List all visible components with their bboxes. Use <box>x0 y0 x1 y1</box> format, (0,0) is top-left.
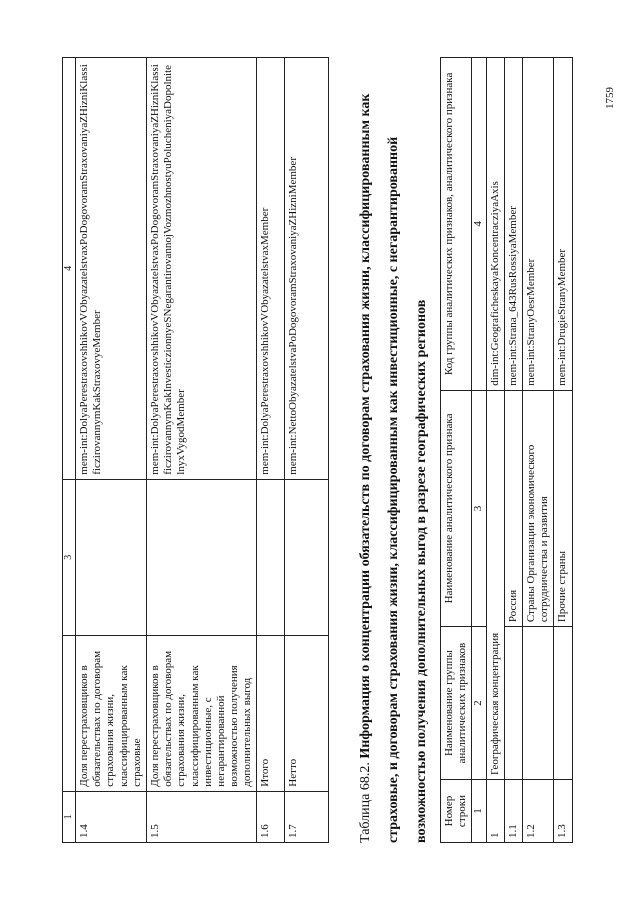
row-code: mem-int:DolyaPerestraxovshhikovVObyazatelstvaxPoDogovoramStraxovaniyaZHizniKlassificzirovannymKakStraxovyeMember <box>76 58 147 480</box>
table-caption <box>352 57 436 843</box>
row-empty <box>146 479 257 635</box>
column-number: 1 <box>472 780 486 843</box>
row-empty <box>554 627 572 780</box>
header-cell: Номер строки <box>441 780 472 843</box>
row-number: 1.1 <box>504 780 522 843</box>
row-empty <box>76 479 147 635</box>
caption-prefix: Таблица 68.2. <box>358 758 373 843</box>
group-name: Географическая концентрация <box>486 390 504 779</box>
header-cell: 3 <box>63 479 76 635</box>
table-row <box>522 58 553 843</box>
row-name: Нетто <box>285 635 329 791</box>
page-number: 1759 <box>604 87 616 109</box>
table-row <box>76 58 147 843</box>
column-number-row <box>472 58 486 843</box>
column-number: 2 <box>472 627 486 780</box>
table-header-row <box>441 58 472 843</box>
row-name: Прочие страны <box>554 390 572 626</box>
row-name: Итого <box>257 635 285 791</box>
table-row <box>486 58 504 843</box>
row-code: mem-int:DolyaPerestraxovshhikovVObyazatelstvaxMember <box>257 58 285 480</box>
header-cell: Код группы аналитических признаков, аналитического признака <box>441 58 472 391</box>
row-name: Доля перестраховщиков в обязательствах по договорам страхования жизни, классифицированным как инвестиционные, с негарантированной возможностью получения дополнительных выгод <box>146 635 257 791</box>
header-cell: 1 <box>63 791 76 842</box>
row-number: 1.4 <box>76 791 147 842</box>
row-empty <box>504 627 522 780</box>
row-code: dim-int:GeograficheskayaKoncentracziyaAxis <box>486 58 504 391</box>
row-number: 1.6 <box>257 791 285 842</box>
row-empty <box>257 479 285 635</box>
header-cell: 4 <box>63 58 76 480</box>
header-cell: Наименование группы аналитических признаков <box>441 627 472 780</box>
row-empty <box>285 479 329 635</box>
table-68-2 <box>440 57 573 843</box>
row-code: mem-int:DrugieStranyMember <box>554 58 572 391</box>
column-number: 4 <box>472 58 486 391</box>
table-row <box>554 58 572 843</box>
row-name: Доля перестраховщиков в обязательствах по договорам страхования жизни, классифицированным как страховые <box>76 635 147 791</box>
table-68-1-continuation <box>62 57 329 843</box>
row-number: 1.3 <box>554 780 572 843</box>
row-name: Россия <box>504 390 522 626</box>
row-code: mem-int:DolyaPerestraxovshhikovVObyazatelstvaxPoDogovoramStraxovaniyaZHizniKlassificzirovannymKakInvesticzionnyeSNegarantirovannojVozmozhnostyuPolucheniyaDopolnitelnyxVygodMember <box>146 58 257 480</box>
row-number: 1.7 <box>285 791 329 842</box>
header-cell <box>63 635 76 791</box>
caption-title: Информация о концентрации обязательств по договорам страхования жизни, классифицированным как страховые, и договорам страхования жизни, классифицированным как инвестиционные, с негарантированной возможностью получения дополнительных выгод в разрезе географических регионов <box>358 93 429 843</box>
table-header-row <box>63 58 76 843</box>
row-empty <box>522 627 553 780</box>
row-code: mem-int:NettoObyazatelstvaPoDogovoramStraxovaniyaZHizniMember <box>285 58 329 480</box>
row-number: 1 <box>486 780 504 843</box>
column-number: 3 <box>472 390 486 626</box>
row-number: 1.2 <box>522 780 553 843</box>
table-row <box>257 58 285 843</box>
table-row <box>146 58 257 843</box>
table-row <box>504 58 522 843</box>
table-row <box>285 58 329 843</box>
header-cell: Наименование аналитического признака <box>441 390 472 626</box>
row-number: 1.5 <box>146 791 257 842</box>
row-code: mem-int:Strana_643RusRossiyaMember <box>504 58 522 391</box>
row-code: mem-int:StranyOesrMember <box>522 58 553 391</box>
row-name: Страны Организации экономического сотрудничества и развития <box>522 390 553 626</box>
